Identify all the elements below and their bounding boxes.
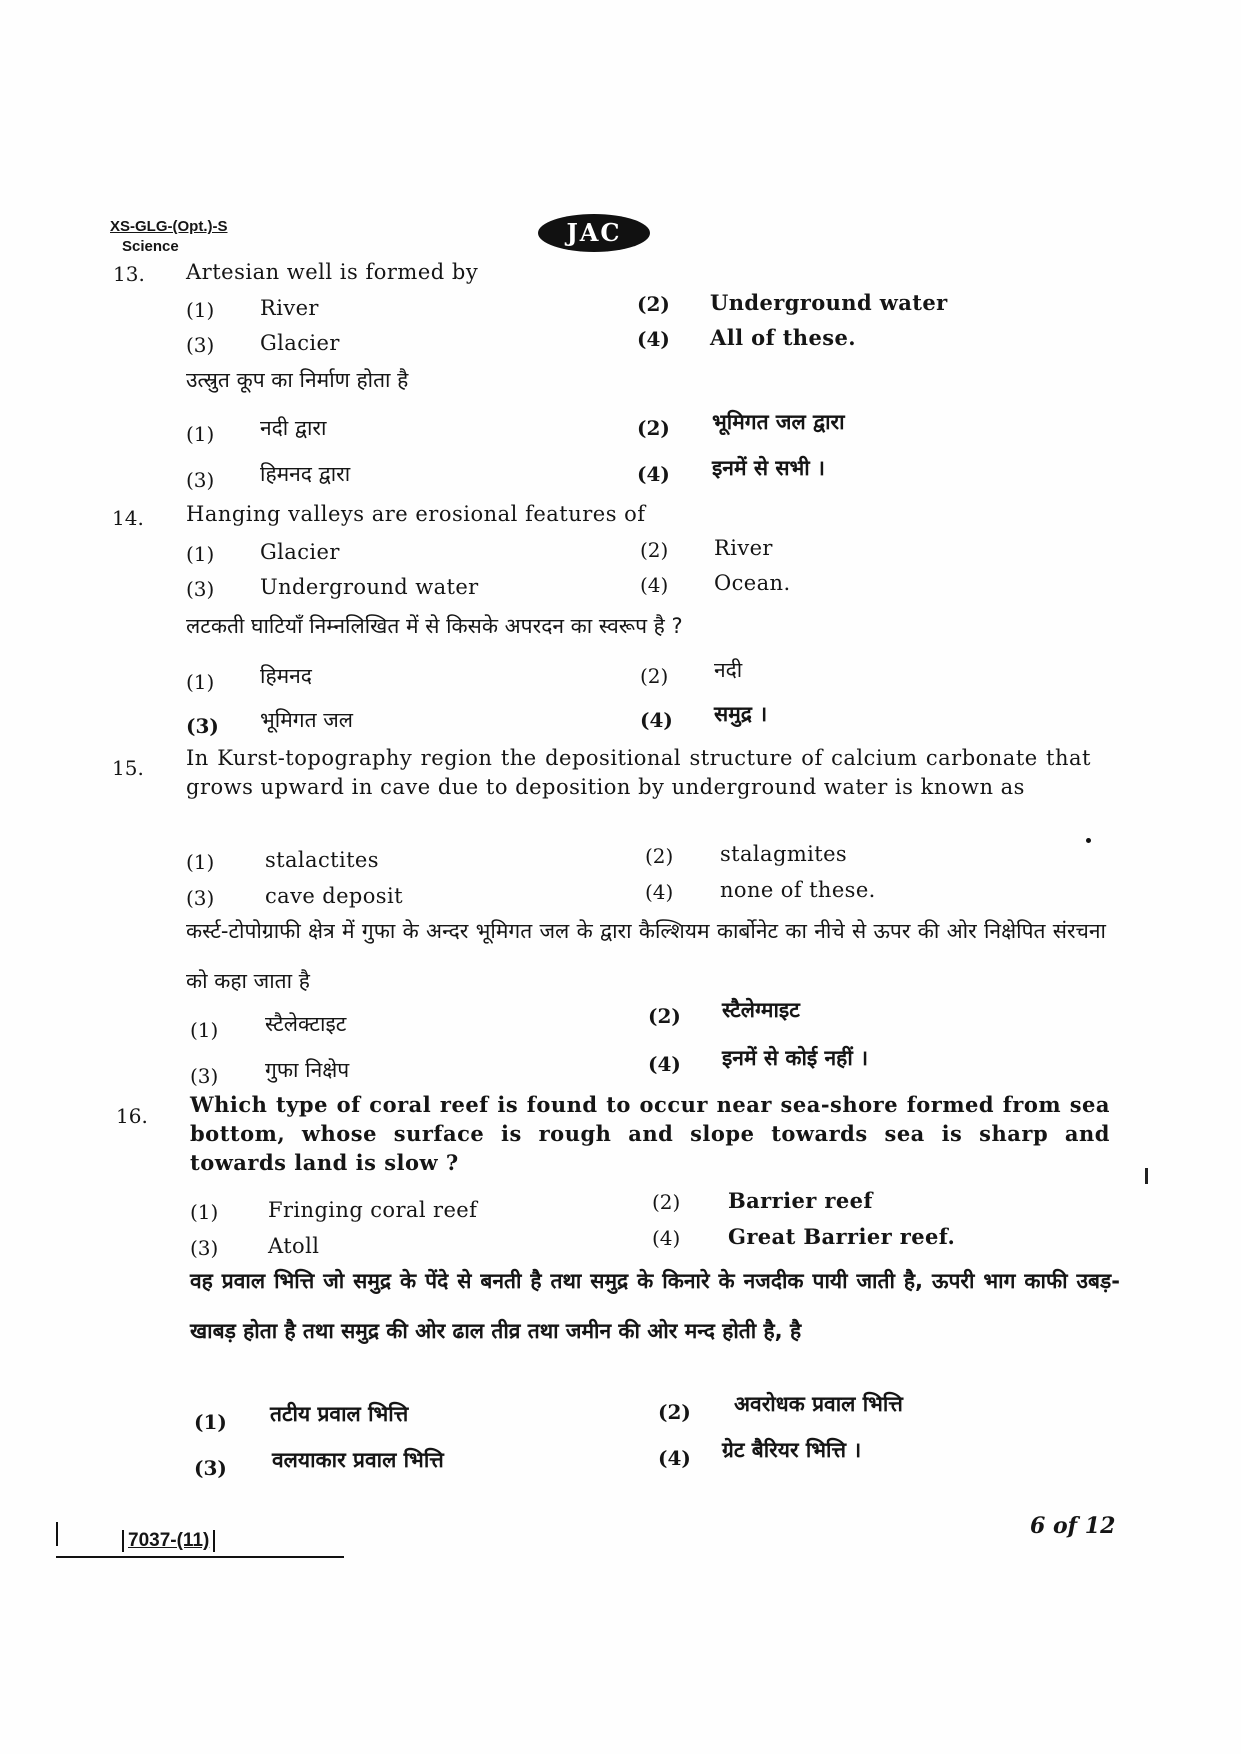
option-hi-4: इनमें से सभी । [712, 456, 826, 480]
option-number: (3) [186, 577, 215, 601]
option-number: (1) [186, 422, 215, 446]
question-text-en: In Kurst-topography region the depositional structure of calcium carbonate that grows upward in cave due to deposition by underground water is known as [186, 746, 1091, 799]
option-number: (4) [640, 708, 673, 732]
option-hi-3: वलयाकार प्रवाल भित्ति [272, 1448, 444, 1472]
option-hi-4: समुद्र । [714, 702, 768, 726]
question-number: 14. [112, 506, 144, 530]
option-number: (3) [186, 468, 215, 492]
option-en-3: cave deposit [265, 884, 403, 908]
question-number: 13. [113, 262, 145, 286]
option-hi-1: तटीय प्रवाल भित्ति [270, 1402, 409, 1426]
subject-label: Science [122, 238, 179, 255]
footer-rule [56, 1556, 344, 1558]
option-number: (2) [658, 1400, 691, 1424]
option-en-3: Glacier [260, 331, 340, 355]
option-en-4: Ocean. [714, 571, 791, 595]
option-hi-1: नदी द्वारा [260, 416, 327, 440]
option-number: (2) [652, 1190, 681, 1214]
option-number: (1) [186, 298, 215, 322]
option-number: (2) [640, 538, 669, 562]
option-en-1: Fringing coral reef [268, 1198, 478, 1222]
paper-code: XS-GLG-(Opt.)-S [110, 218, 228, 235]
option-hi-1: हिमनद [260, 664, 312, 688]
option-number: (2) [645, 844, 674, 868]
question-text-hi: उत्स्रुत कूप का निर्माण होता है [186, 368, 409, 392]
option-number: (1) [190, 1200, 219, 1224]
option-en-3: Atoll [268, 1234, 320, 1258]
option-hi-3: गुफा निक्षेप [265, 1058, 350, 1082]
footer-mark [56, 1522, 58, 1546]
option-number: (4) [637, 462, 670, 486]
option-hi-2: अवरोधक प्रवाल भित्ति [734, 1392, 903, 1416]
question-number: 15. [112, 756, 144, 780]
option-number: (3) [190, 1064, 219, 1088]
option-number: (3) [186, 333, 215, 357]
option-number: (3) [194, 1456, 227, 1480]
option-number: (2) [640, 664, 669, 688]
option-en-1: Glacier [260, 540, 340, 564]
option-number: (3) [186, 714, 219, 738]
option-en-1: stalactites [265, 848, 379, 872]
option-number: (2) [637, 416, 670, 440]
option-en-2: Barrier reef [728, 1188, 873, 1213]
option-hi-2: भूमिगत जल द्वारा [712, 410, 845, 434]
option-en-2: stalagmites [720, 842, 848, 866]
question-text-en: Which type of coral reef is found to occur near sea-shore formed from sea bottom, whose surface is rough and slope towards sea is sharp and towards land is slow ? [190, 1092, 1110, 1175]
option-en-2: River [714, 536, 773, 560]
question-text-en: Artesian well is formed by [186, 260, 479, 284]
option-hi-4: ग्रेट बैरियर भित्ति । [722, 1438, 862, 1462]
option-number: (1) [186, 670, 215, 694]
option-hi-1: स्टैलेक्टाइट [265, 1012, 347, 1036]
option-number: (4) [640, 573, 669, 597]
option-hi-3: हिमनद द्वारा [260, 462, 351, 486]
option-number: (2) [648, 1004, 681, 1028]
page-number: 6 of 12 [1030, 1513, 1116, 1539]
option-en-3: Underground water [260, 575, 479, 599]
option-number: (3) [190, 1236, 219, 1260]
option-hi-2: नदी [714, 658, 743, 682]
option-number: (4) [637, 327, 670, 351]
option-number: (4) [652, 1226, 681, 1250]
question-text-hi: कर्स्ट-टोपोग्राफी क्षेत्र में गुफा के अन्दर भूमिगत जल के द्वारा कैल्शियम कार्बोनेट का नीचे से ऊपर की ओर निक्षेपित संरचना को कहा जाता है [186, 919, 1106, 993]
option-number: (4) [658, 1446, 691, 1470]
question-number: 16. [116, 1104, 148, 1128]
question-text-hi: वह प्रवाल भित्ति जो समुद्र के पेंदे से बनती है तथा समुद्र के किनारे के नजदीक पायी जाती है, ऊपरी भाग काफी उबड़-खाबड़ होता है तथा समुद्र की ओर ढाल तीव्र तथा जमीन की ओर मन्द होती है, है [190, 1269, 1120, 1343]
option-number: (4) [648, 1052, 681, 1076]
option-number: (1) [186, 850, 215, 874]
option-en-4: All of these. [710, 325, 856, 350]
option-en-2: Underground water [710, 290, 948, 315]
jac-logo: JAC [538, 214, 650, 252]
option-en-1: River [260, 296, 319, 320]
option-number: (1) [194, 1410, 227, 1434]
option-number: (3) [186, 886, 215, 910]
option-number: (2) [637, 292, 670, 316]
footer-paper-code: 7037-(11) [122, 1530, 215, 1552]
speck [1086, 838, 1091, 843]
option-hi-4: इनमें से कोई नहीं । [722, 1046, 869, 1070]
question-text-en: Hanging valleys are erosional features of [186, 502, 646, 526]
question-text-hi: लटकती घाटियाँ निम्नलिखित में से किसके अपरदन का स्वरूप है ? [186, 614, 683, 638]
option-number: (1) [190, 1018, 219, 1042]
margin-mark [1145, 1168, 1148, 1184]
option-hi-2: स्टैलेग्माइट [722, 998, 800, 1022]
option-en-4: Great Barrier reef. [728, 1224, 956, 1249]
option-number: (1) [186, 542, 215, 566]
option-number: (4) [645, 880, 674, 904]
option-hi-3: भूमिगत जल [260, 708, 354, 732]
option-en-4: none of these. [720, 878, 876, 902]
